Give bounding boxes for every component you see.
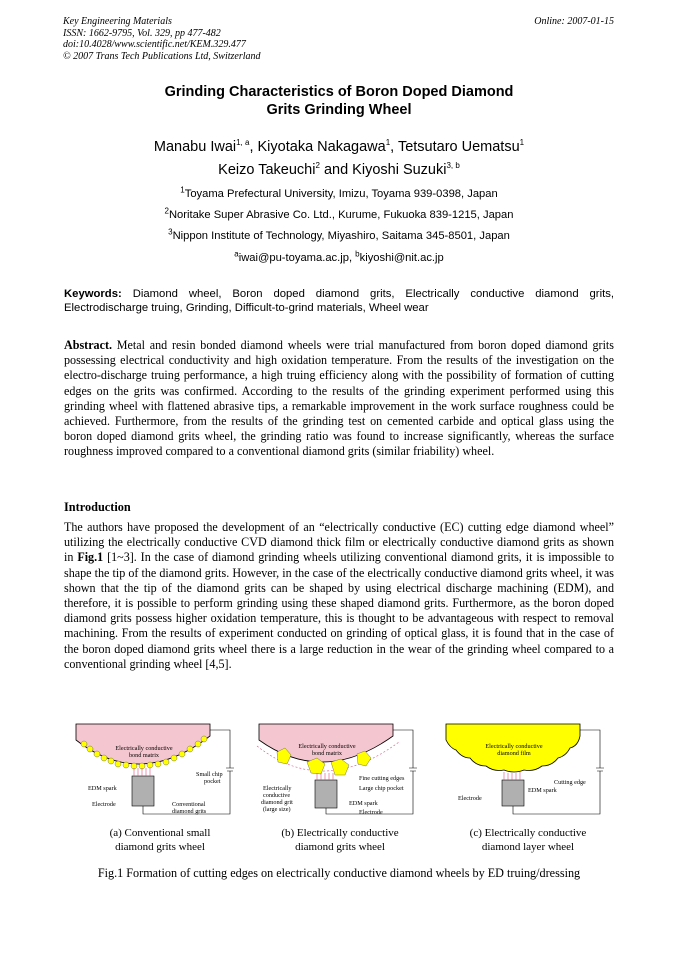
label-bond2-a: bond matrix	[128, 752, 160, 759]
subcaption-c	[448, 826, 608, 854]
electrode-b	[315, 780, 337, 808]
label-edge-c: Cutting edge	[554, 779, 586, 786]
paper-title	[0, 83, 678, 119]
electrode-c	[502, 780, 524, 806]
author-name: Kiyoshi Suzuki	[352, 162, 447, 178]
subcaption-c-line2: diamond layer wheel	[481, 841, 575, 853]
affiliation-1	[0, 185, 678, 200]
author-sup: 2	[315, 161, 320, 171]
label-pocket-a: Small chip	[196, 771, 223, 778]
author-line-2	[0, 159, 678, 182]
issn-line: ISSN: 1662-9795, Vol. 329, pp 477-482	[63, 27, 221, 39]
edm-spark-c	[504, 772, 520, 780]
subcaption-b-line2: diamond grits wheel	[295, 841, 385, 853]
label-grits2-a: diamond grits	[172, 808, 207, 815]
affiliation-text: Noritake Super Abrasive Co. Ltd., Kurume, Fukuoka 839-1215, Japan	[168, 209, 514, 221]
affiliation-sup: 1	[180, 185, 185, 195]
label-pocket2-a: pocket	[204, 778, 221, 785]
subcaption-b-line1: (b) Electrically conductive	[281, 827, 399, 839]
author-line-1	[0, 136, 678, 159]
electrode-a	[132, 776, 154, 806]
intro-text-pre: The authors have proposed the development of an “electrically conductive (EC) cutting edge diamond wheel” utilizing the electrically conductive CVD diamond thick film or electrically conductive diamond grits as shown in	[64, 520, 614, 565]
email-separator: ,	[348, 252, 356, 264]
edm-spark-b	[317, 773, 333, 780]
label-pocket-b: Large chip pocket	[359, 785, 404, 792]
label-electrode-c: Electrode	[458, 795, 482, 802]
subcaption-a	[80, 826, 240, 854]
figure-caption: Fig.1 Formation of cutting edges on electrically conductive diamond wheels by ED truing/dressing	[97, 866, 581, 880]
subcaption-a-line2: diamond grits wheel	[115, 841, 205, 853]
author-name: Kiyotaka Nakagawa	[257, 139, 386, 155]
label-grit2-b: conductive	[263, 792, 291, 799]
affiliation-2	[0, 206, 678, 221]
keywords-text: Diamond wheel, Boron doped diamond grits, Electrically conductive diamond grits, Electrodischarge truing, Grinding, Difficult-to-grind materials, Wheel wear	[64, 288, 614, 314]
label-grit1-b: Electrically	[263, 785, 292, 792]
author-sup: 1	[385, 138, 391, 148]
abstract-text: Metal and resin bonded diamond wheels were trial manufactured from boron doped diamond grits possessing electrical conductivity and high oxidation temperature. From the results of the investigation on the electro-discharge truing performance, a high truing efficiency along with the possibility of formation of cutting edges on the grits was confirmed. According to the results of the grinding experiment performed using this grinding wheel with flattened abrasive tips, a remarkable improvement in the work surface roughness could be achieved. Furthermore, from the results of the grinding test on cemented carbide and optical glass using the boron doped diamond grits wheel, the grinding ratio was found to increase significantly, whereas the surface roughness improved compared to a conventional diamond grits (similar friability) wheel.	[64, 338, 614, 459]
label-film-c: Electrically conductive	[485, 743, 543, 750]
copyright-line: © 2007 Trans Tech Publications Ltd, Switzerland	[63, 50, 261, 62]
author-list	[0, 136, 678, 182]
label-fine-b: Fine cutting edges	[359, 775, 405, 782]
title-line-1: Grinding Characteristics of Boron Doped Diamond	[164, 84, 514, 100]
affiliation-3	[0, 227, 678, 242]
figure-panel-c	[440, 718, 615, 824]
affiliation-text: Toyama Prefectural University, Imizu, Toyama 939-0398, Japan	[184, 188, 498, 200]
email-b: kiyoshi@nit.ac.jp	[359, 252, 444, 264]
label-grit3-b: diamond grit	[261, 799, 293, 806]
introduction-heading: Introduction	[64, 500, 131, 514]
label-grit4-b: (large size)	[263, 806, 291, 813]
author-sup: 3, b	[446, 161, 460, 171]
label-edm-c: EDM spark	[528, 787, 557, 794]
title-line-2: Grits Grinding Wheel	[266, 102, 412, 118]
author-sup: 1, a	[236, 138, 250, 148]
figure-panel-b	[253, 718, 428, 824]
author-name: Tetsutaro Uematsu	[397, 139, 520, 155]
label-grits-a: Conventional	[172, 801, 206, 808]
author-separator: ,	[249, 139, 254, 155]
label-bond2-b: bond matrix	[311, 750, 343, 757]
email-sup: b	[355, 249, 360, 259]
author-conjunction: and	[323, 162, 349, 178]
keywords-label: Keywords:	[64, 288, 122, 300]
author-name: Keizo Takeuchi	[218, 162, 316, 178]
email-sup: a	[234, 249, 239, 259]
keywords	[64, 287, 614, 315]
subcaption-c-line1: (c) Electrically conductive	[469, 827, 587, 839]
email-a: iwai@pu-toyama.ac.jp	[238, 252, 349, 264]
label-edm-a: EDM spark	[88, 785, 117, 792]
figure-reference: Fig.1	[77, 550, 104, 565]
author-sup: 1	[519, 138, 525, 148]
author-name: Manabu Iwai	[153, 139, 237, 155]
edm-spark-a	[134, 768, 150, 776]
affiliation-text: Nippon Institute of Technology, Miyashiro, Saitama 345-8501, Japan	[172, 230, 510, 242]
author-separator: ,	[390, 139, 395, 155]
label-bond-b: Electrically conductive	[298, 743, 356, 750]
journal-header	[63, 16, 261, 62]
label-electrode-b: Electrode	[359, 809, 383, 816]
doi-line: doi:10.4028/www.scientific.net/KEM.329.477	[63, 39, 246, 50]
online-date: Online: 2007-01-15	[534, 16, 614, 27]
label-film2-c: diamond film	[497, 750, 531, 757]
affiliation-sup: 2	[164, 206, 169, 216]
label-bond-a: Electrically conductive	[115, 745, 173, 752]
abstract	[64, 338, 614, 460]
abstract-label: Abstract.	[64, 338, 113, 352]
subcaption-a-line1: (a) Conventional small	[109, 827, 211, 839]
introduction-text	[64, 520, 614, 672]
intro-text-post: [1~3]. In the case of diamond grinding wheels utilizing conventional diamond grits, it is impossible to shape the tip of the diamond grits. However, in the case of the electrically conductive diamond grits wheel, it was shown that the tip of the diamond grits can be shaped by using electrical discharge machining (EDM), and therefore, it is possible to perform grinding using these shaped diamond grits. Furthermore, as the boron doped diamond grits possess higher oxidation temperature, this is thought to be advantageous with respect to removal machining. From the results of experiment conducted on grinding of optical glass, it is found that in the case of the boron doped diamond grits wheel there is a large reduction in the wear of the grinding wheel compared to a conventional grinding wheel [4,5].	[64, 550, 615, 671]
journal-name: Key Engineering Materials	[63, 16, 172, 27]
affiliation-sup: 3	[168, 227, 173, 237]
label-electrode-a: Electrode	[92, 801, 116, 808]
subcaption-b	[260, 826, 420, 854]
figure-panel-a	[70, 718, 245, 824]
email-line	[0, 249, 678, 264]
label-edm-b: EDM spark	[349, 800, 378, 807]
